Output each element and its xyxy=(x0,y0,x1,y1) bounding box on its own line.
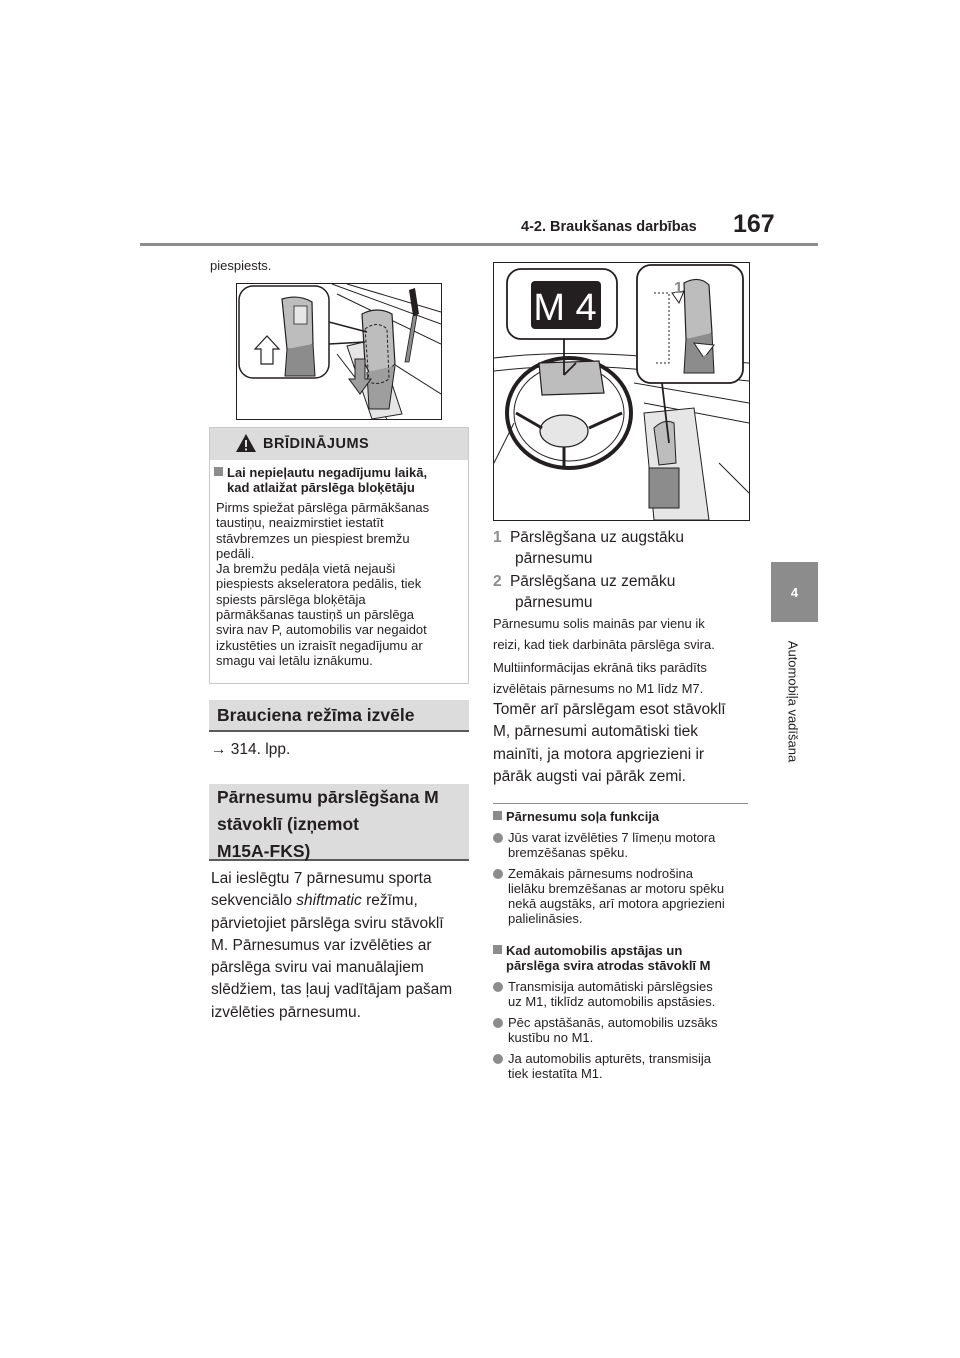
note-line: izvēlētais pārnesums no M1 līdz M7. xyxy=(493,681,704,696)
para-line: M, pārnesumi automātiski tiek xyxy=(493,723,699,741)
stop-title-text: Kad automobilis apstājas un xyxy=(506,943,683,958)
warning-icon xyxy=(235,433,257,453)
bullet-dot-icon xyxy=(493,982,503,992)
body-text: sekvenciālo xyxy=(211,892,297,910)
warning-line: spiests pārslēga bloķētāja xyxy=(216,591,366,607)
heading-line: M15A-FKS) xyxy=(217,841,311,861)
warning-heading-line: kad atlaižat pārslēga bloķētāju xyxy=(227,480,415,495)
body-line: M. Pārnesumus var izvēlēties ar xyxy=(211,936,432,954)
gear-step-title-text: Pārnesumu soļa funkcija xyxy=(506,809,660,824)
bullet-line: Zemākais pārnesums nodrošina xyxy=(508,866,693,881)
bullet-dot-icon xyxy=(493,1054,503,1064)
warning-line: smagu vai letālu iznākumu. xyxy=(216,652,373,668)
m-mode-figure xyxy=(493,262,750,521)
body-italic: shiftmatic xyxy=(296,892,362,910)
bullet-line: lielāku bremzēšanas ar motoru spēku xyxy=(508,881,725,896)
body-line: pārvietojiet pārslēga sviru stāvoklī xyxy=(211,914,444,932)
warning-heading xyxy=(214,465,427,495)
m-position-body xyxy=(211,868,471,1024)
body-line xyxy=(211,890,471,912)
body-line: izvēlēties pārnesumu. xyxy=(211,1003,361,1021)
warning-line: pārmākšanas taustiņš un pārslēga xyxy=(216,607,415,623)
para-line: Tomēr arī pārslēgam esot stāvoklī xyxy=(493,701,726,718)
heading-line: Pārnesumu pārslēgšana M xyxy=(217,787,439,807)
bullet-item xyxy=(493,866,725,926)
body-line: Lai ieslēgtu 7 pārnesumu sporta xyxy=(211,870,432,887)
body-line: pārslēga sviru vai manuālajiem xyxy=(211,959,424,977)
shift-lock-figure xyxy=(236,283,442,420)
step-number: 2 xyxy=(493,573,502,590)
section-title: 4-2. Braukšanas darbības xyxy=(521,219,697,235)
body-line: slēdžiem, tas ļauj vadītājam pašam xyxy=(211,981,453,999)
stop-title xyxy=(493,943,718,958)
bullet-square-icon xyxy=(214,467,223,476)
para-line: pārāk augsti vai pārāk zemi. xyxy=(493,767,686,785)
step-text: Pārslēgšana uz zemāku xyxy=(509,573,676,590)
para-line: mainīti, ja motora apgriezieni ir xyxy=(493,745,705,763)
warning-header xyxy=(210,428,468,460)
warning-title: BRĪDINĀJUMS xyxy=(263,436,370,452)
body-text: režīmu, xyxy=(361,892,418,910)
note-line: reizi, kad tiek darbināta pārslēga svira. xyxy=(493,637,715,652)
chapter-tab: 4 xyxy=(771,562,818,622)
gear-display-text: M 4 xyxy=(533,287,597,329)
bullet-line: kustību no M1. xyxy=(508,1030,594,1045)
gear-step-section xyxy=(493,809,725,926)
warning-line: Pirms spiežat pārslēga pārmākšanas xyxy=(216,500,430,515)
note-line: Pārnesumu solis mainās par vienu ik xyxy=(493,616,705,631)
page-number: 167 xyxy=(733,210,775,238)
bullet-dot-icon xyxy=(493,869,503,879)
callout-1: 1 xyxy=(674,280,683,297)
step-item xyxy=(493,571,684,592)
warning-line: svira nav P, automobilis var negaidot xyxy=(216,622,427,638)
bullet-item xyxy=(493,1015,718,1045)
bullet-square-icon xyxy=(493,811,502,820)
bullet-line: Ja automobilis apturēts, transmisija xyxy=(508,1051,712,1066)
chapter-label-wrap xyxy=(781,628,805,778)
warning-line: piespiests akseleratora pedālis, tiek xyxy=(216,576,422,592)
warning-line: taustiņu, neaizmirstiet iestatīt xyxy=(216,515,384,531)
m-mode-illustration xyxy=(494,263,749,520)
warning-line: izkustēties un izraisīt negadījumu ar xyxy=(216,637,423,653)
bullet-line: tiek iestatīta M1. xyxy=(508,1066,603,1081)
bullet-dot-icon xyxy=(493,1018,503,1028)
note-block xyxy=(493,613,715,699)
warning-body xyxy=(216,500,429,668)
bullet-line: Transmisija automātiski pārslēgsies xyxy=(508,979,713,994)
note-line: Multiinformācijas ekrānā tiks parādīts xyxy=(493,660,707,675)
step-list xyxy=(493,527,684,613)
warning-line: stāvbremzes un piespiest bremžu xyxy=(216,530,410,546)
header-rule xyxy=(140,243,818,246)
heading-line: stāvoklī (izņemot xyxy=(217,814,359,834)
step-text: pārnesumu xyxy=(515,550,593,567)
step-text: pārnesumu xyxy=(515,594,593,611)
bullet-line: uz M1, tiklīdz automobilis apstāsies. xyxy=(508,994,716,1009)
bullet-item xyxy=(493,1051,718,1081)
warning-line: pedāli. xyxy=(216,545,255,561)
step-item xyxy=(493,527,684,548)
stop-section xyxy=(493,943,718,1081)
callout-2: 2 xyxy=(702,353,711,370)
bullet-line: Jūs varat izvēlēties 7 līmeņu motora xyxy=(508,830,716,845)
bullet-line: bremzēšanas spēku. xyxy=(508,845,628,860)
intro-text: piespiests. xyxy=(210,258,272,273)
drive-mode-heading: Brauciena režīma izvēle xyxy=(209,700,469,732)
chapter-label: Automobiļa vadīšana xyxy=(785,640,801,763)
shift-lock-illustration xyxy=(237,284,441,419)
bullet-dot-icon xyxy=(493,833,503,843)
bullet-square-icon xyxy=(493,945,502,954)
stop-title-text: pārslēga svira atrodas stāvoklī M xyxy=(506,958,711,973)
step-text: Pārslēgšana uz augstāku xyxy=(509,529,684,546)
warning-heading-line: Lai nepieļautu negadījumu laikā, xyxy=(227,465,428,480)
bullet-line: palielināsies. xyxy=(508,911,583,926)
warning-box xyxy=(209,427,469,684)
step-number: 1 xyxy=(493,529,502,546)
auto-shift-paragraph xyxy=(493,699,726,788)
bullet-line: Pēc apstāšanās, automobilis uzsāks xyxy=(508,1015,718,1030)
bullet-item xyxy=(493,830,725,860)
bullet-line: nekā augstāks, arī motora apgriezieni xyxy=(508,896,725,911)
m-position-heading xyxy=(209,784,469,861)
section-divider xyxy=(493,803,748,804)
drive-mode-reference[interactable]: → 314. lpp. xyxy=(211,741,291,758)
warning-line: Ja bremžu pedāļa vietā nejauši xyxy=(216,561,396,577)
gear-step-title xyxy=(493,809,725,824)
bullet-item xyxy=(493,979,718,1009)
